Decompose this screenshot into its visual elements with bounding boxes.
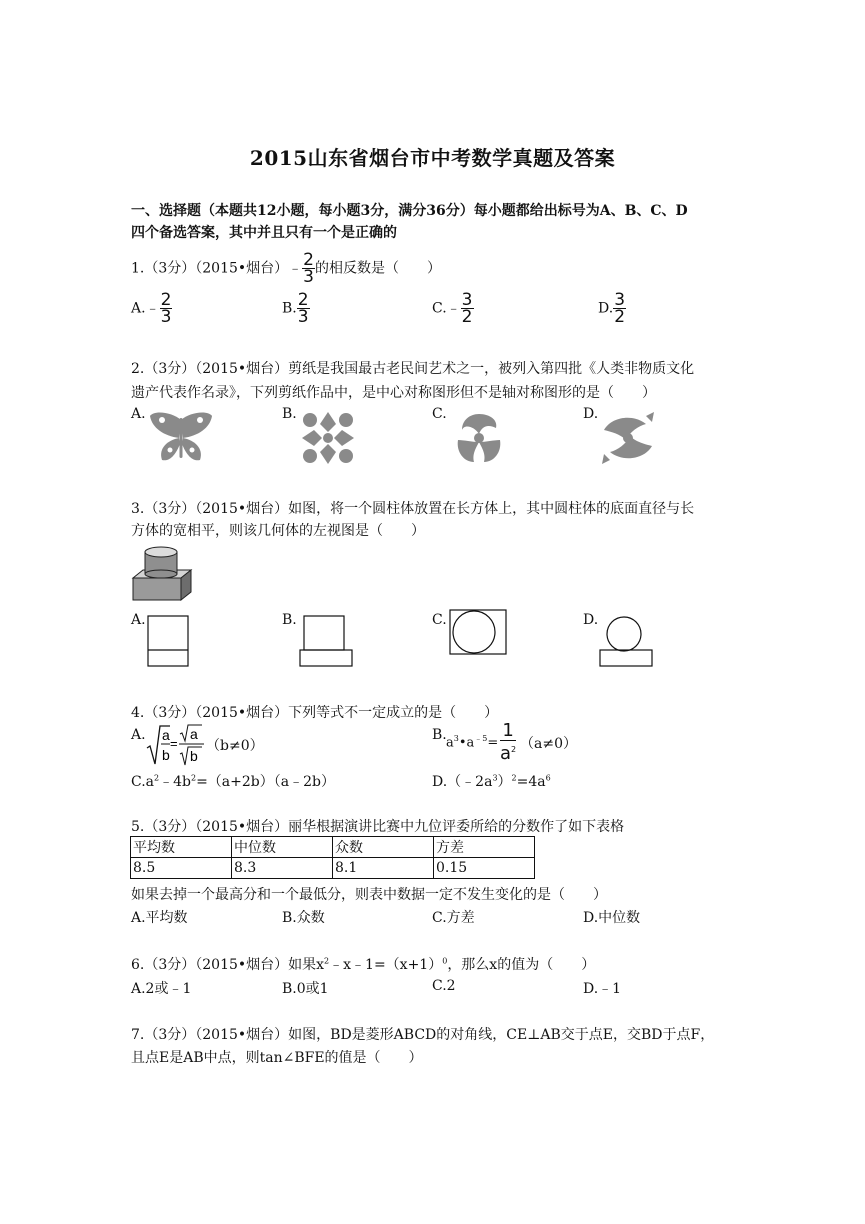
question-6-option-c: C.2 xyxy=(432,978,456,994)
question-2-line1: 2.（3分）（2015•烟台）剪纸是我国最古老民间艺术之一，被列入第四批《人类非物质文化 xyxy=(131,361,695,377)
papercut-fish-image xyxy=(600,410,656,466)
question-1-option-d: D. $\frac{3}{2}$ xyxy=(598,290,626,327)
view-option-b-figure xyxy=(298,614,354,668)
question-1-option-c: C.﹣ $\frac{3}{2}$ xyxy=(432,290,473,327)
score-table xyxy=(130,836,535,879)
question-5-option-a: A.平均数 xyxy=(131,910,188,926)
question-4-option-d: $D.(﹣2a^3)^2=4a^6$ xyxy=(432,773,551,790)
table-header-cell: 中位数 xyxy=(232,837,333,858)
question-3-line2: 方体的宽相平，则该几何体的左视图是（ ） xyxy=(131,523,425,539)
page-title: 2015山东省烟台市中考数学真题及答案 xyxy=(249,146,616,170)
var-a-2: a xyxy=(190,726,198,742)
question-2-option-d-label: D. xyxy=(583,406,599,422)
table-cell: 0.15 xyxy=(434,858,535,879)
table-header-cell: 众数 xyxy=(333,837,434,858)
question-4-option-b-condition: （a≠0） xyxy=(520,736,577,752)
table-header-cell: 方差 xyxy=(434,837,535,858)
table-cell: 8.3 xyxy=(232,858,333,879)
question-5-stem: 5.（3分）（2015•烟台）丽华根据演讲比赛中九位评委所给的分数作了如下表格 xyxy=(131,819,625,835)
question-6-option-b: B.0或1 xyxy=(282,981,329,997)
question-5-option-c: C.方差 xyxy=(432,910,475,926)
var-b-2: b xyxy=(190,748,198,764)
question-6-option-d: D.﹣1 xyxy=(583,981,622,997)
question-5-option-d: D.中位数 xyxy=(583,910,641,926)
var-b: b xyxy=(162,747,170,763)
var-a: a xyxy=(162,727,170,743)
table-row xyxy=(131,837,535,858)
question-2-option-a-label: A. xyxy=(131,406,146,422)
fraction: $\frac{2}{3}$ xyxy=(303,250,314,287)
question-2-line2: 遗产代表作名录》，下列剪纸作品中，是中心对称图形但不是轴对称图形的是（ ） xyxy=(131,385,656,401)
table-cell: 8.1 xyxy=(333,858,434,879)
question-1-stem: 1.（3分）（2015•烟台）﹣ $\frac{2}{3}$ 的相反数是（ ） xyxy=(131,250,441,287)
question-6-stem: 6.（3分）（2015•烟台）如果$x^2﹣x﹣1=(x+1)^0$，那么x的值为（ ） xyxy=(131,956,596,973)
section-heading-line1: 一、选择题（本题共12小题，每小题3分，满分36分）每小题都给出标号为A、B、C、D xyxy=(131,203,688,219)
question-7-line2: 且点E是AB中点，则tan∠BFE的值是（ ） xyxy=(131,1050,423,1066)
question-3-option-a-label: A. xyxy=(131,612,146,628)
table-row xyxy=(131,858,535,879)
papercut-butterfly-image xyxy=(148,410,214,466)
question-5-question: 如果去掉一个最高分和一个最低分，则表中数据一定不发生变化的是（ ） xyxy=(131,887,607,903)
question-6-option-a: A.2或﹣1 xyxy=(131,981,192,997)
question-2-option-b-label: B. xyxy=(282,406,297,422)
question-3-option-c-label: C. xyxy=(432,612,447,628)
question-3-line1: 3.（3分）（2015•烟台）如图，将一个圆柱体放置在长方体上，其中圆柱体的底面直径与长 xyxy=(131,501,695,517)
question-3-option-b-label: B. xyxy=(282,612,297,628)
question-1-option-a: A.﹣ $\frac{2}{3}$ xyxy=(131,290,172,327)
question-4-stem: 4.（3分）（2015•烟台）下列等式不一定成立的是（ ） xyxy=(131,705,499,721)
question-4-option-c: $C.a^2﹣4b^2=(a+2b)(a﹣2b)$ xyxy=(131,773,335,790)
question-7-line1: 7.（3分）（2015•烟台）如图，BD是菱形ABCD的对角线，CE⊥AB交于点E，交BD于点F， xyxy=(131,1027,715,1043)
view-option-d-figure xyxy=(598,614,654,668)
question-5-option-b: B.众数 xyxy=(282,910,325,926)
question-1-option-b: B. $\frac{2}{3}$ xyxy=(282,290,309,327)
question-4-option-a-condition: （b≠0） xyxy=(206,738,264,754)
table-cell: 8.5 xyxy=(131,858,232,879)
cylinder-on-cuboid-figure xyxy=(131,544,193,602)
question-3-option-d-label: D. xyxy=(583,612,599,628)
table-header-cell: 平均数 xyxy=(131,837,232,858)
question-2-option-c-label: C. xyxy=(432,406,447,422)
question-4-option-a: A. xyxy=(131,727,146,743)
svg-text:=: = xyxy=(170,736,178,751)
papercut-rotational-image xyxy=(450,410,508,466)
papercut-square-pattern-image xyxy=(300,410,356,466)
question-4-option-b: B. xyxy=(432,727,447,743)
sqrt-fraction-expression xyxy=(146,722,208,768)
view-option-c-figure xyxy=(448,608,508,656)
question-4-option-b-expr: $a^3•a^{﹣5}=$ xyxy=(446,734,499,751)
view-option-a-figure xyxy=(146,614,190,668)
question-4-option-b-fraction: $\frac{1}{a^2}$ xyxy=(500,720,517,764)
section-heading-line2: 四个备选答案，其中并且只有一个是正确的 xyxy=(131,225,397,241)
